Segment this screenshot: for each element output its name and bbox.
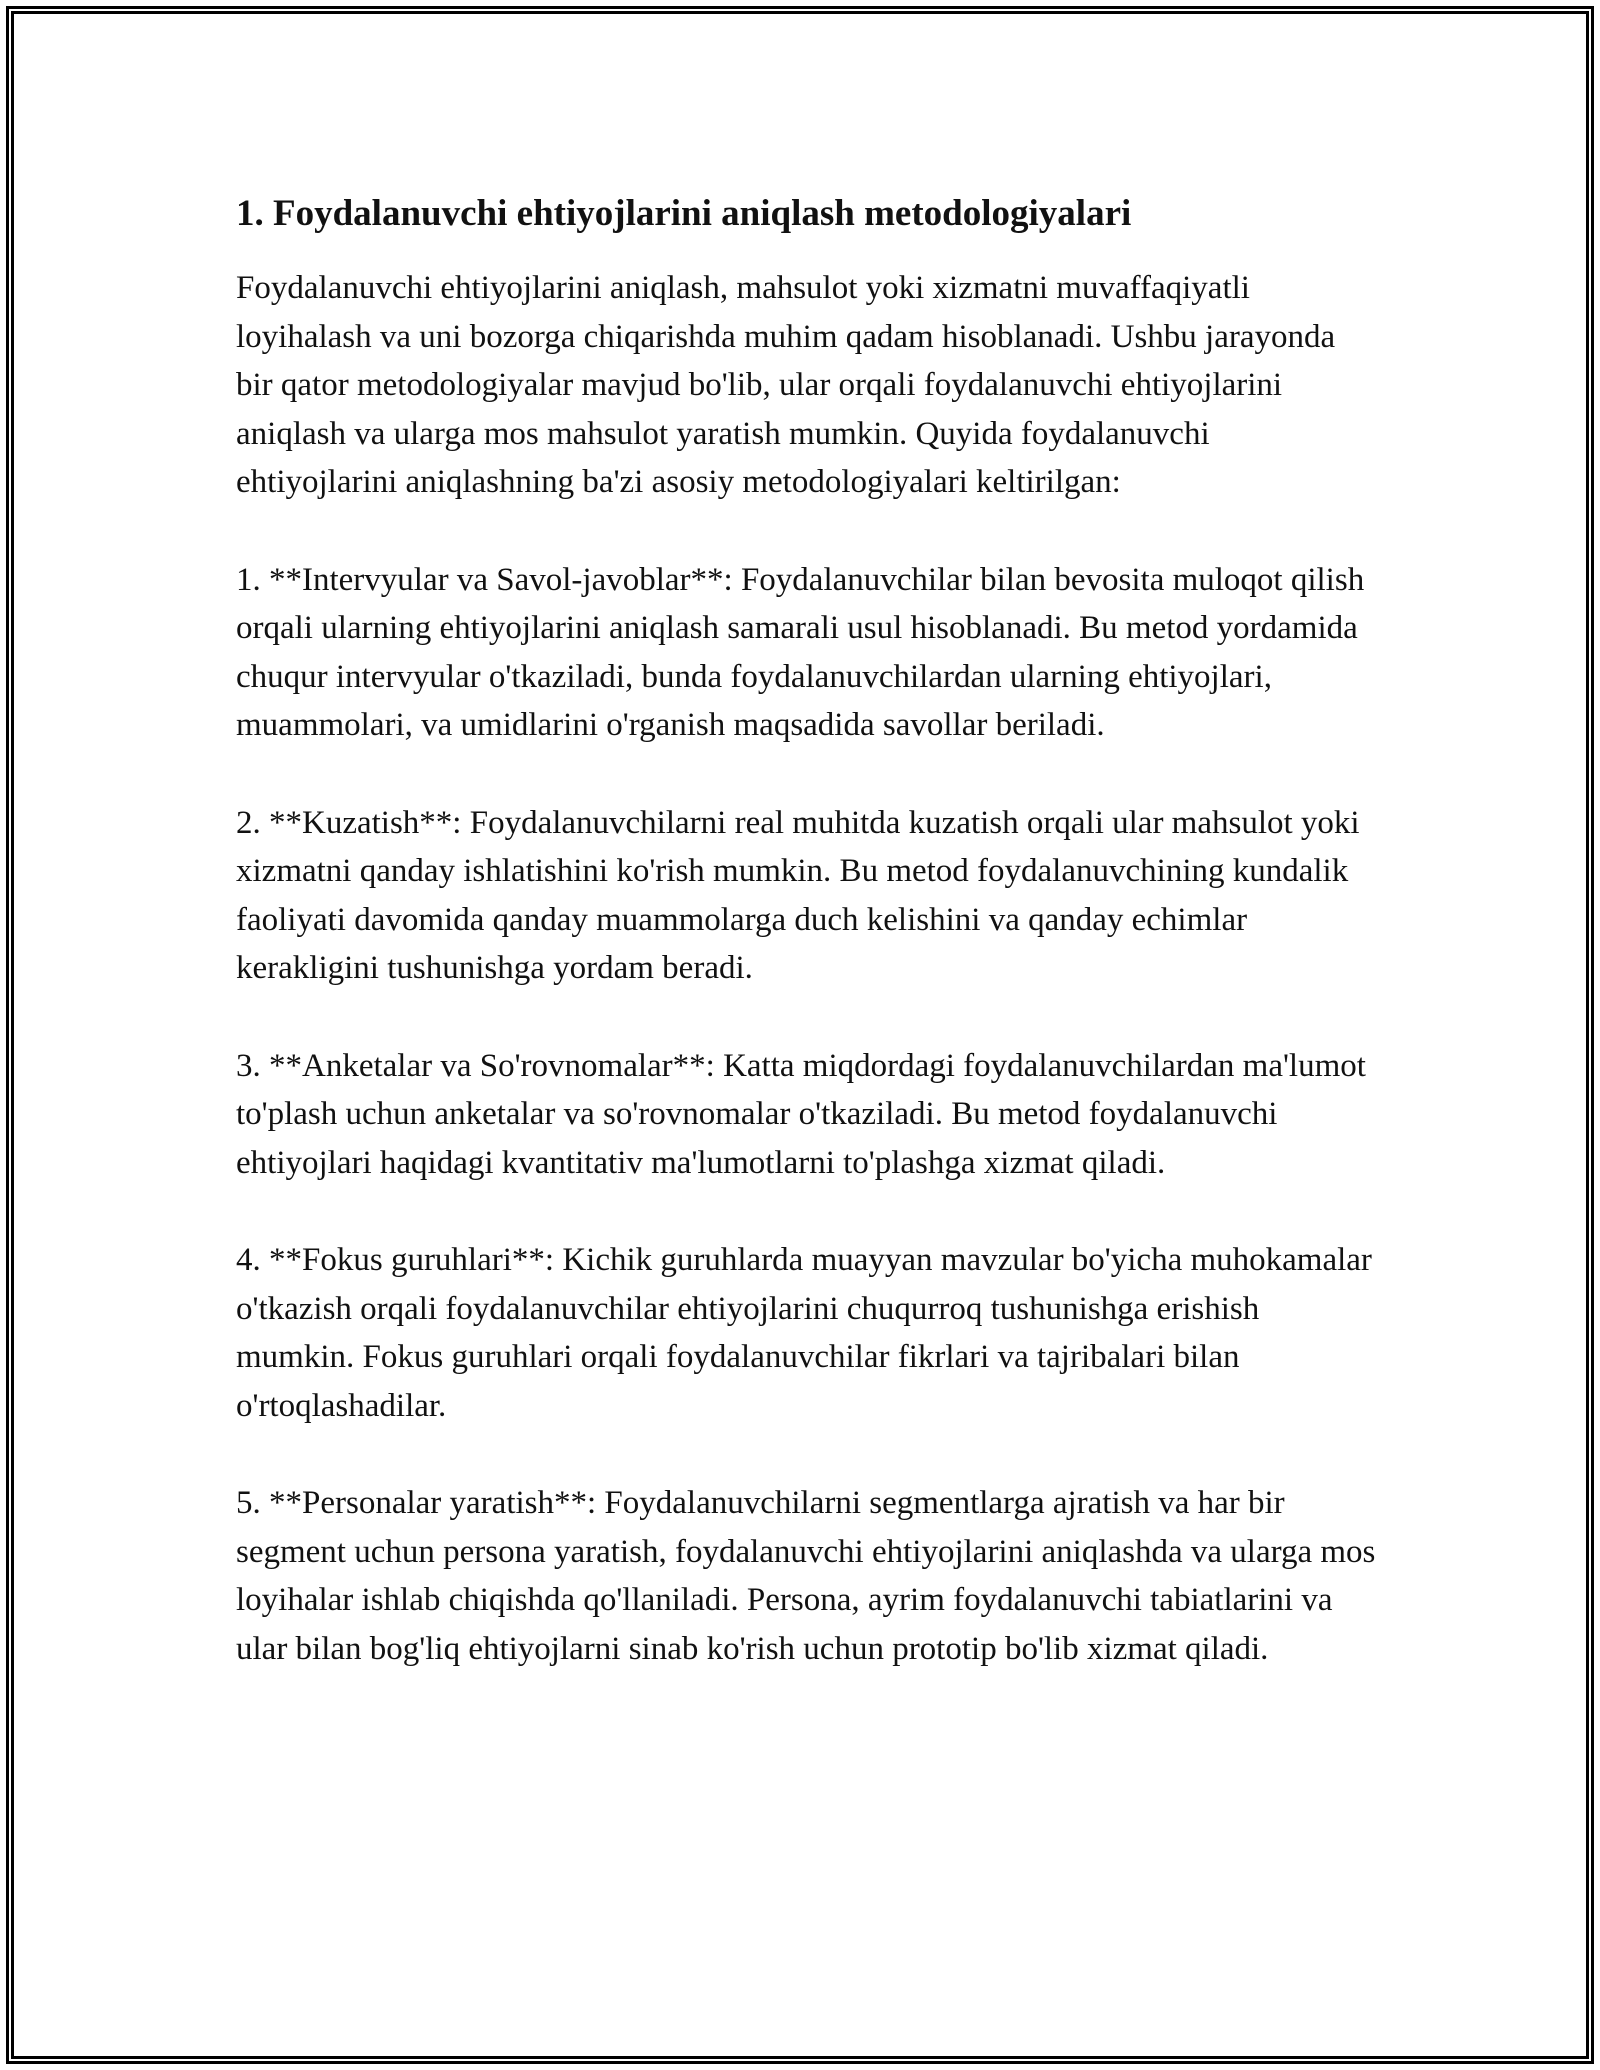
method-surveys-paragraph: 3. **Anketalar va So'rovnomalar**: Katta miqdordagi foydalanuvchilardan ma'lumot to'plash uchun anketalar va so'rovnomalar o'tkaziladi. Bu metod foydalanuvchi ehtiyojlari haqidagi kvantitativ ma'lumotlarni to'plashga xizmat qiladi. <box>236 1047 1366 1181</box>
document-body <box>236 188 1376 1722</box>
intro-paragraph: Foydalanuvchi ehtiyojlarini aniqlash, mahsulot yoki xizmatni muvaffaqiyatli loyihalash va uni bozorga chiqarishda muhim qadam hisoblanadi. Ushbu jarayonda bir qator metodologiyalar mavjud bo'lib, ular orqali foydalanuvchi ehtiyojlarini aniqlash va ularga mos mahsulot yaratish mumkin. Quyida foydalanuvchi ehtiyojlarini aniqlashning ba'zi asosiy metodologiyalari keltirilgan: <box>236 270 1336 500</box>
method-interviews-paragraph: 1. **Intervyular va Savol-javoblar**: Foydalanuvchilar bilan bevosita muloqot qilish orqali ularning ehtiyojlarini aniqlash samarali usul hisoblanadi. Bu metod yordamida chuqur intervyular o'tkaziladi, bunda foydalanuvchilardan ularning ehtiyojlari, muammolari, va umidlarini o'rganish maqsadida savollar beriladi. <box>236 561 1365 743</box>
method-personas-paragraph: 5. **Personalar yaratish**: Foydalanuvchilarni segmentlarga ajratish va har bir segment uchun persona yaratish, foydalanuvchi ehtiyojlarini aniqlashda va ularga mos loyihalar ishlab chiqishda qo'llaniladi. Persona, ayrim foydalanuvchi tabiatlarini va ular bilan bog'liq ehtiyojlarni sinab ko'rish uchun prototip bo'lib xizmat qiladi. <box>236 1485 1376 1667</box>
document-title: 1. Foydalanuvchi ehtiyojlarini aniqlash metodologiyalari <box>236 193 1132 234</box>
method-observation-paragraph: 2. **Kuzatish**: Foydalanuvchilarni real muhitda kuzatish orqali ular mahsulot yoki xizmatni qanday ishlatishini ko'rish mumkin. Bu metod foydalanuvchining kundalik faoliyati davomida qanday muammolarga duch kelishini va qanday echimlar kerakligini tushunishga yordam beradi. <box>236 804 1360 986</box>
method-focus-groups-paragraph: 4. **Fokus guruhlari**: Kichik guruhlarda muayyan mavzular bo'yicha muhokamalar o'tkazish orqali foydalanuvchilar ehtiyojlarini chuqurroq tushunishga erishish mumkin. Fokus guruhlari orqali foydalanuvchilar fikrlari va tajribalari bilan o'rtoqlashadilar. <box>236 1242 1372 1424</box>
